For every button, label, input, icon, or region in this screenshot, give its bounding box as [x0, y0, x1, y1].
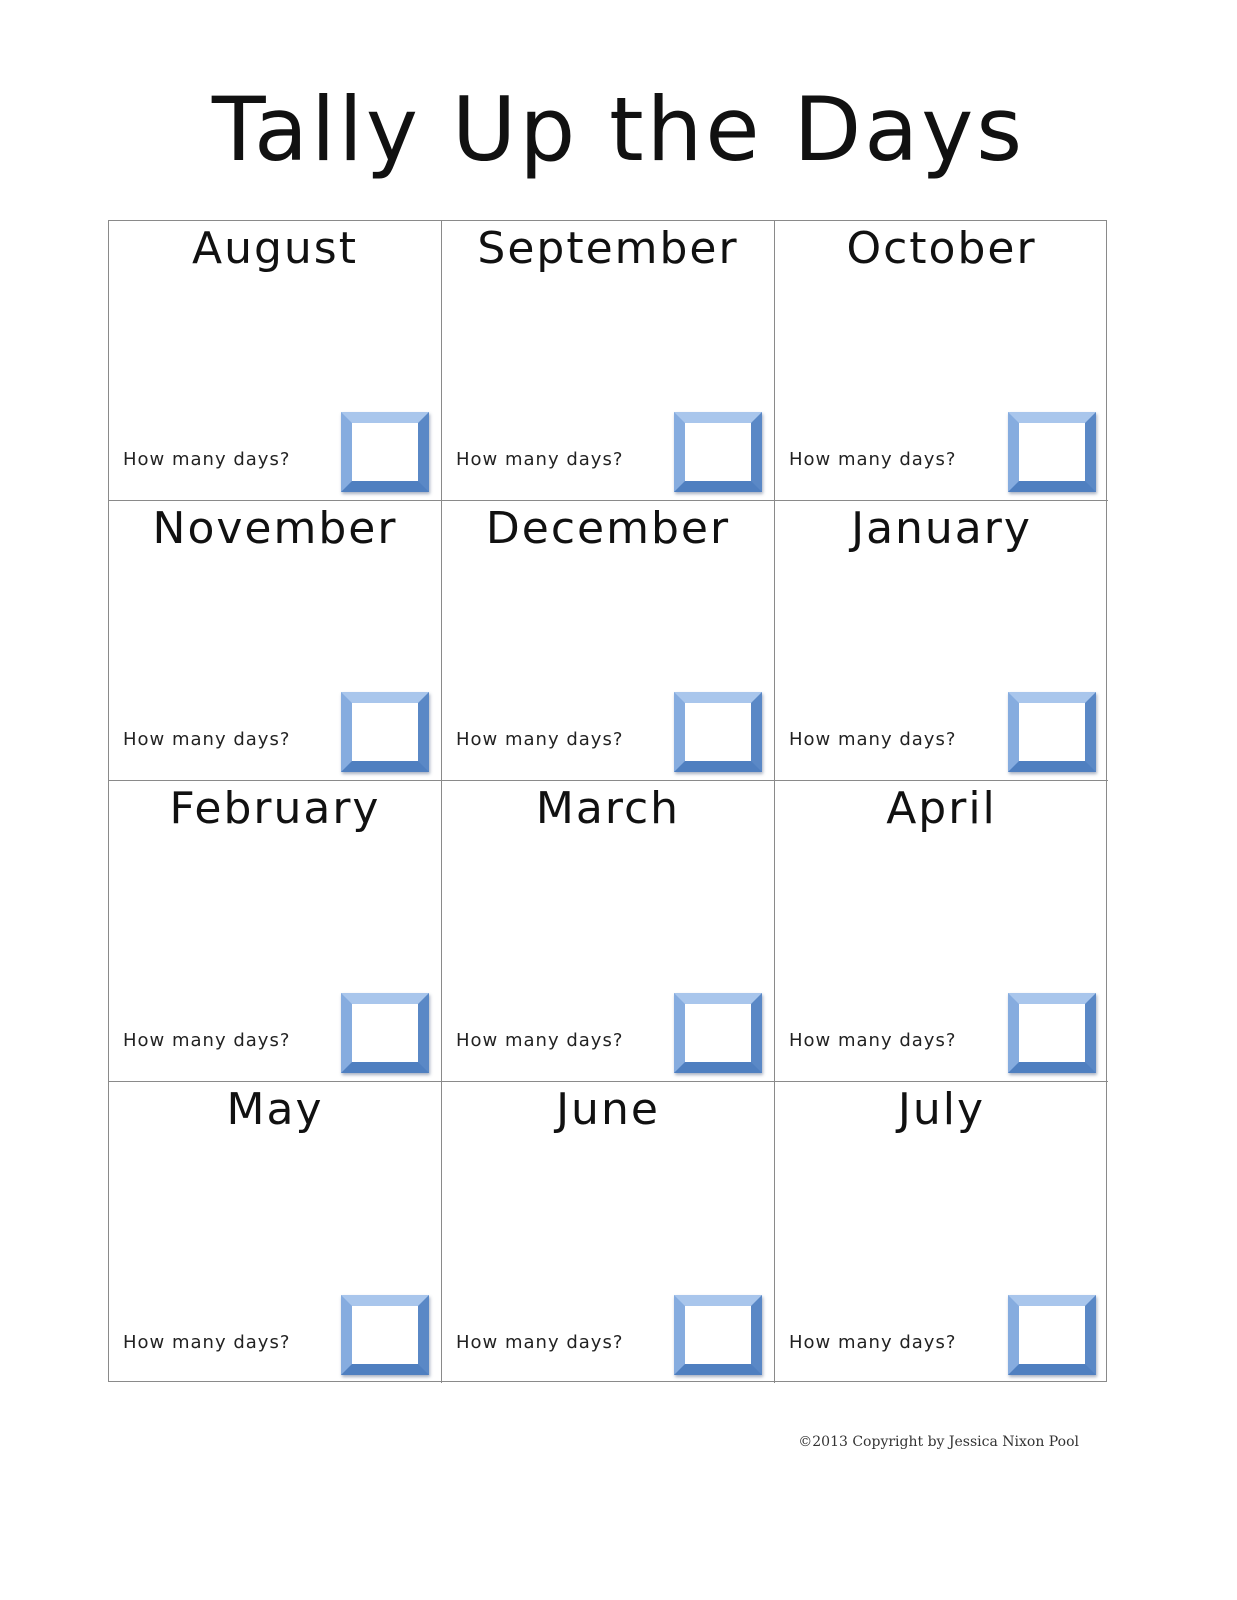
month-name: May	[226, 1084, 324, 1135]
how-many-days-label: How many days?	[123, 1030, 291, 1051]
day-count-box[interactable]	[674, 412, 762, 492]
day-count-box[interactable]	[341, 1295, 429, 1375]
how-many-days-label: How many days?	[789, 449, 957, 470]
how-many-days-label: How many days?	[123, 1332, 291, 1353]
day-count-box[interactable]	[1008, 692, 1096, 772]
month-cell-october	[775, 221, 1108, 501]
month-cell-august	[109, 221, 442, 501]
month-name: April	[886, 783, 997, 834]
how-many-days-label: How many days?	[456, 1332, 624, 1353]
month-name: December	[485, 503, 731, 554]
month-name: February	[169, 783, 381, 834]
month-cell-january	[775, 501, 1108, 781]
month-name: June	[556, 1084, 660, 1135]
how-many-days-label: How many days?	[123, 729, 291, 750]
month-cell-march	[442, 781, 775, 1082]
how-many-days-label: How many days?	[789, 729, 957, 750]
month-cell-june	[442, 1082, 775, 1383]
month-grid	[108, 220, 1107, 1382]
copyright-notice: ©2013 Copyright by Jessica Nixon Pool	[798, 1434, 1079, 1450]
day-count-box[interactable]	[674, 993, 762, 1073]
how-many-days-label: How many days?	[789, 1332, 957, 1353]
month-cell-july	[775, 1082, 1108, 1383]
day-count-box[interactable]	[1008, 1295, 1096, 1375]
day-count-box[interactable]	[341, 993, 429, 1073]
day-count-box[interactable]	[341, 412, 429, 492]
month-name: September	[477, 223, 739, 274]
how-many-days-label: How many days?	[456, 1030, 624, 1051]
month-name: March	[535, 783, 681, 834]
month-cell-december	[442, 501, 775, 781]
month-cell-february	[109, 781, 442, 1082]
how-many-days-label: How many days?	[456, 729, 624, 750]
how-many-days-label: How many days?	[456, 449, 624, 470]
month-cell-may	[109, 1082, 442, 1383]
month-name: January	[851, 503, 1032, 554]
month-name: November	[152, 503, 398, 554]
day-count-box[interactable]	[674, 692, 762, 772]
day-count-box[interactable]	[674, 1295, 762, 1375]
month-cell-april	[775, 781, 1108, 1082]
page-title: Tally Up the Days	[211, 78, 1026, 181]
month-cell-november	[109, 501, 442, 781]
how-many-days-label: How many days?	[123, 449, 291, 470]
how-many-days-label: How many days?	[789, 1030, 957, 1051]
month-name: October	[846, 223, 1037, 274]
day-count-box[interactable]	[1008, 412, 1096, 492]
day-count-box[interactable]	[341, 692, 429, 772]
month-name: August	[192, 223, 358, 274]
month-cell-september	[442, 221, 775, 501]
day-count-box[interactable]	[1008, 993, 1096, 1073]
month-name: July	[897, 1084, 986, 1135]
